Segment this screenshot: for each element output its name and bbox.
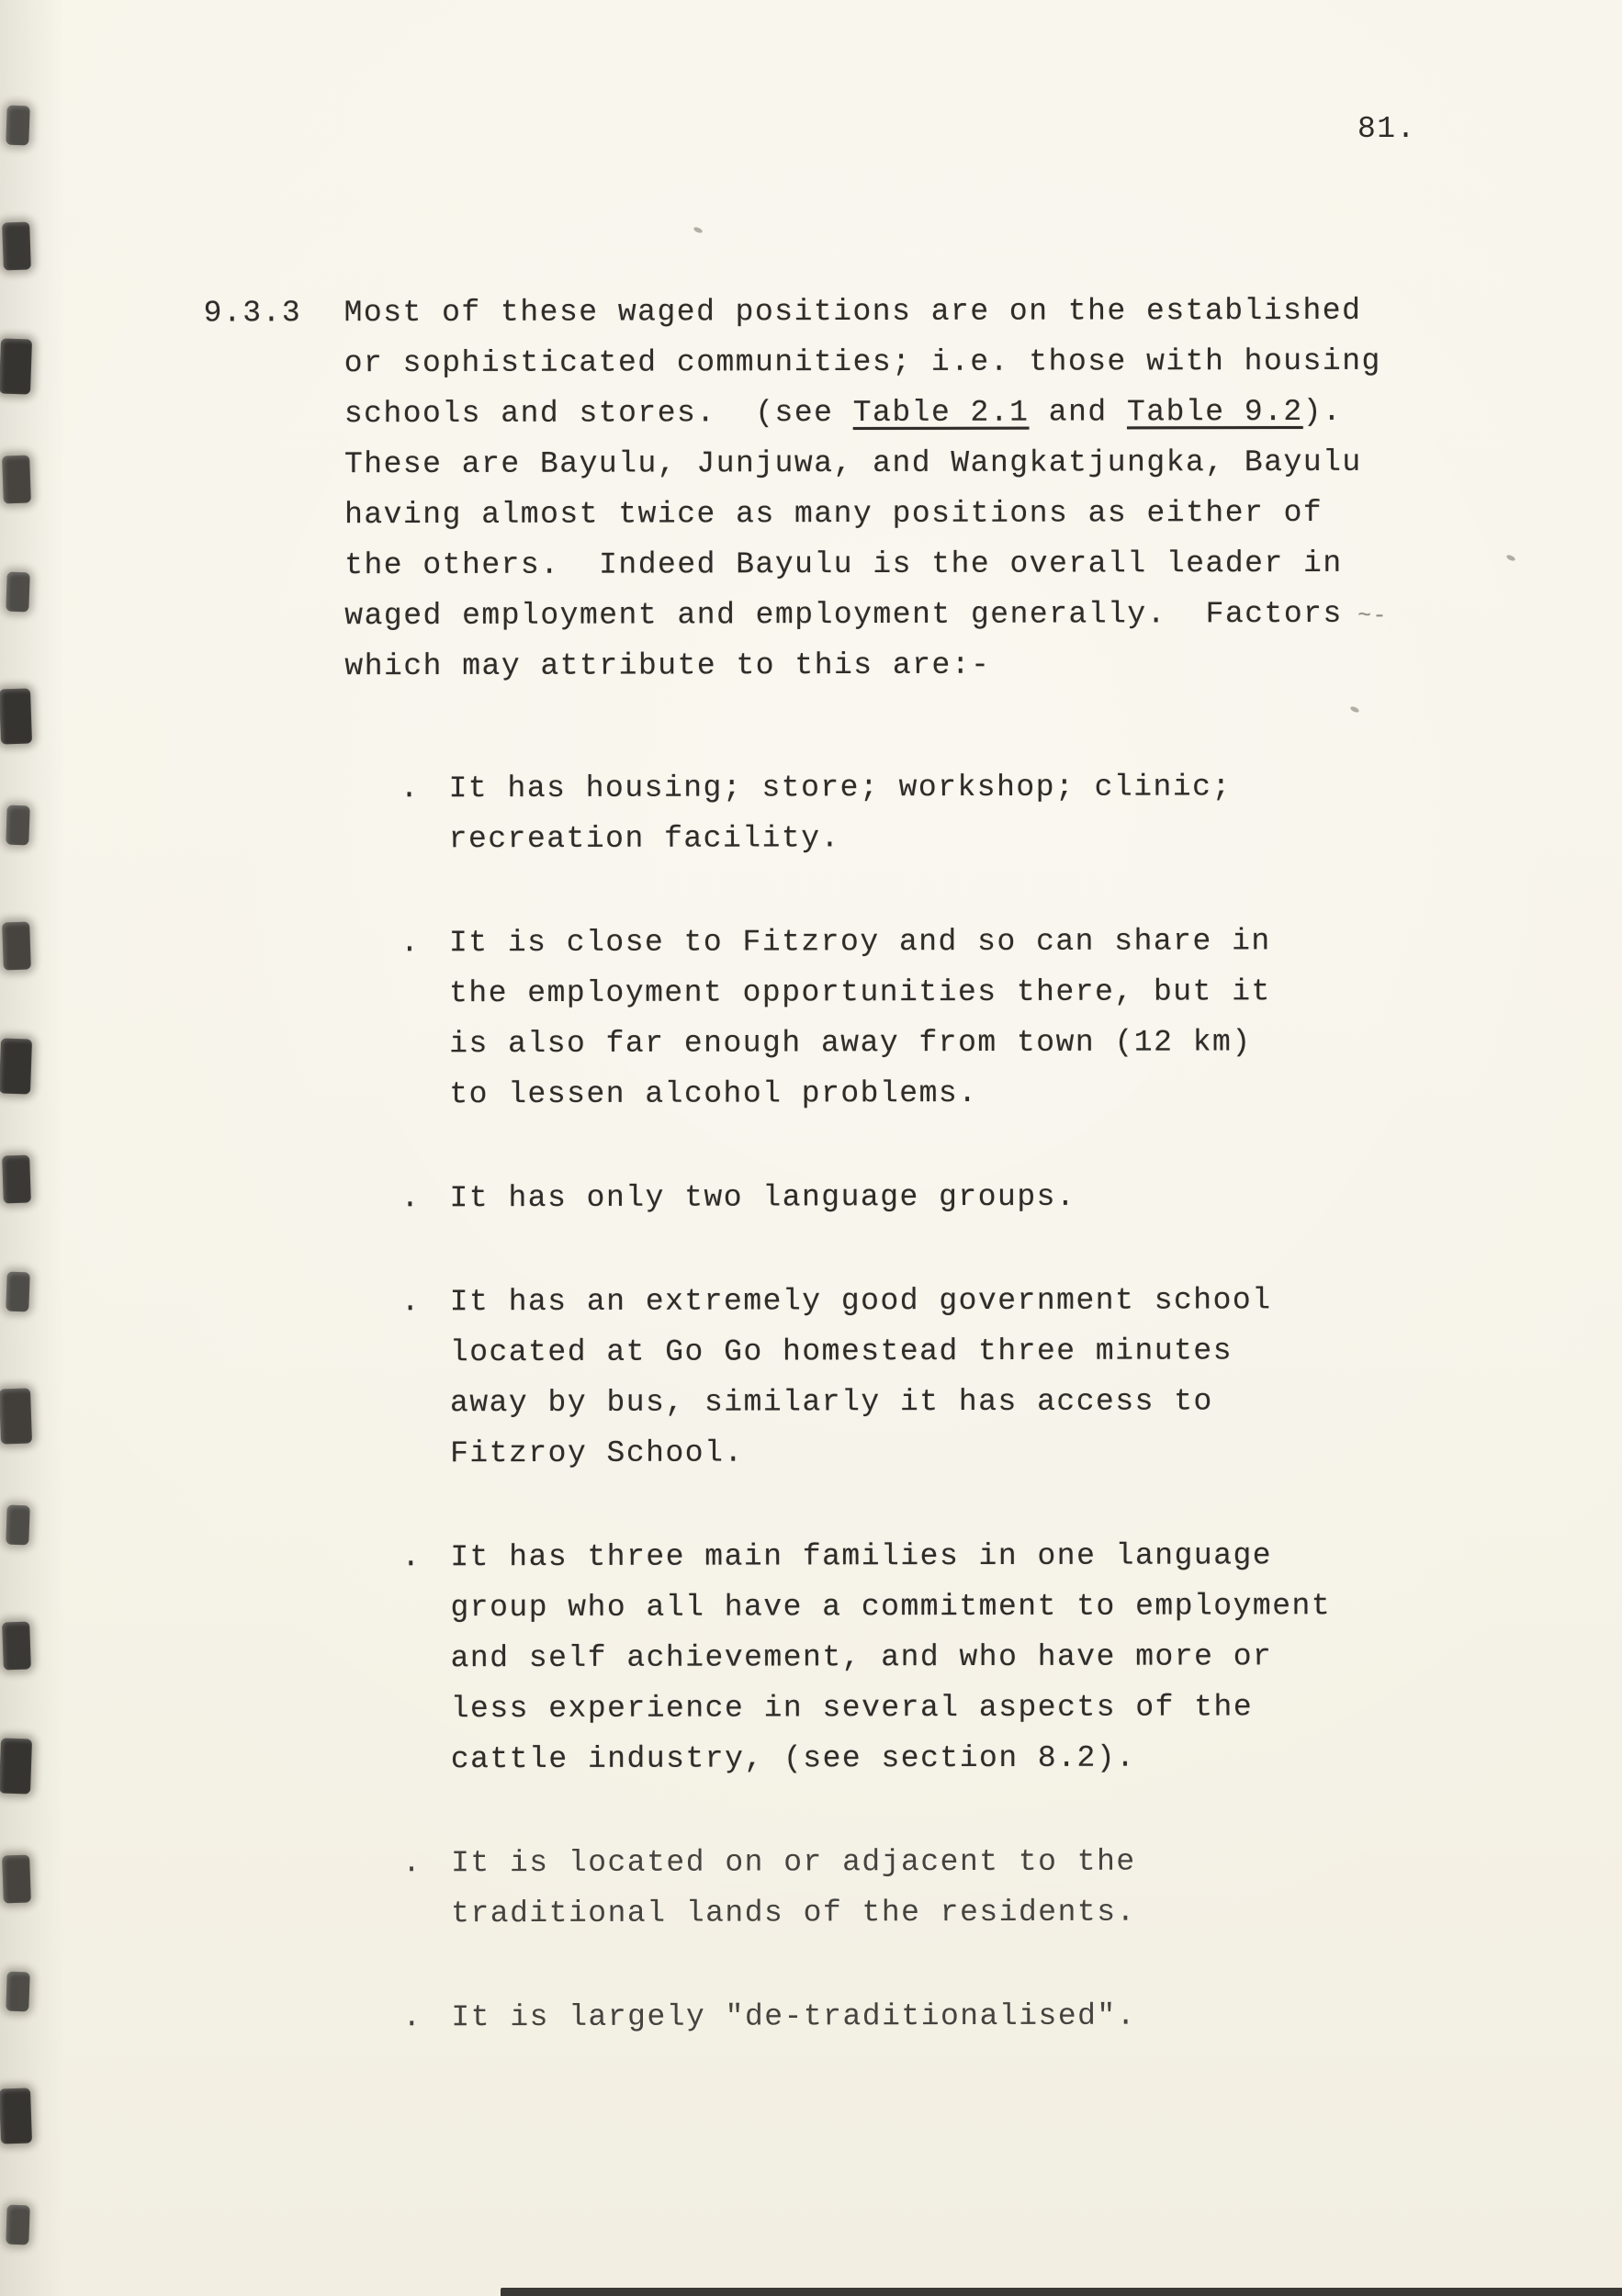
binding-mark [0,1388,32,1444]
binding-mark [0,1738,32,1794]
paragraph-line: waged employment and employment generally. Factors ~- [344,596,1388,634]
bullet-line: It has an extremely good government school [449,1283,1272,1320]
section-row [204,286,1509,692]
bullet-line: to lessen alcohol problems. [449,1075,978,1112]
bullet-marker: . [400,1285,422,1320]
binding-mark [2,1621,31,1670]
bullet-body [451,1990,1550,2043]
scan-speck [1349,705,1359,714]
bullet-line: It is largely "de-traditionalised". [451,1998,1137,2035]
paragraph-line: which may attribute to this are:- [344,647,991,684]
binding-mark [6,1505,29,1546]
bullet-marker: . [402,1846,422,1881]
bullet-item [401,1275,1549,1480]
paragraph-line: Most of these waged positions are on the established [344,293,1362,331]
bullet-item [402,1990,1550,2043]
section-block [204,286,1509,692]
paragraph-line: These are Bayulu, Junjuwa, and Wangkatjungka, Bayulu [344,445,1362,482]
bullet-line: cattle industry, (see section 8.2). [450,1740,1136,1777]
bullet-line: It is located on or adjacent to the [451,1844,1136,1881]
bullet-line: and self achievement, and who have more or [450,1639,1273,1676]
scan-mark: ~- [1342,602,1388,629]
bullet-item [400,916,1549,1120]
paragraph-line: the others. Indeed Bayulu is the overall leader in [344,546,1343,583]
table-reference: Table 2.1 [852,395,1030,431]
bullet-line: It has housing; store; workshop; clinic; [448,770,1232,806]
bullet-marker: . [401,1540,422,1575]
bullet-line: recreation facility. [448,821,840,857]
bullet-line: less experience in several aspects of the [450,1690,1254,1727]
binding-mark [0,688,32,744]
bullet-line: traditional lands of the residents. [451,1895,1136,1931]
binding-mark [2,921,31,970]
bullet-line: Fitzroy School. [450,1435,744,1471]
bullet-body [449,916,1549,1120]
paragraph-line: having almost twice as many positions as either of [344,495,1324,533]
page-number: 81. [1357,112,1416,146]
scan-speck [693,226,703,234]
bullet-line: group who all have a commitment to employment [450,1589,1332,1626]
binding-mark [0,1038,32,1094]
table-reference: Table 9.2 [1126,394,1303,430]
bullet-item [401,1530,1550,1785]
bullet-line: It has only two language groups. [449,1179,1076,1216]
binding-mark [2,221,31,270]
bullet-line: away by bus, similarly it has access to [449,1384,1213,1421]
paragraph-line: or sophisticated communities; i.e. those with housing [344,343,1381,381]
bullet-body [449,761,1549,865]
paragraph-line: schools and stores. (see Table 2.1 and Table 9.2). [344,394,1343,432]
binding-mark [6,805,29,846]
bullet-body [451,1836,1550,1940]
binding-mark [6,2205,29,2245]
bullet-body [450,1530,1550,1785]
paragraph [344,286,1509,692]
bullet-item [400,761,1549,865]
binding-mark [2,1154,31,1203]
bullet-line: is also far enough away from town (12 km) [449,1025,1252,1062]
bullet-body [450,1275,1549,1480]
binding-mark [6,1972,29,2012]
section-number: 9.3.3 [203,296,302,331]
binding-mark [6,1272,29,1312]
binding-mark [2,1854,31,1903]
binding-mark [0,338,32,394]
bottom-scan-edge [501,2288,1622,2296]
bullet-item [402,1836,1550,1940]
bullet-list [400,761,1551,2043]
bullet-line: located at Go Go homestead three minutes [449,1334,1233,1370]
binding-mark [2,455,31,503]
bullet-line: It is close to Fitzroy and so can share in [448,924,1271,961]
binding-mark [6,106,29,146]
bullet-marker: . [400,1181,421,1216]
binding-mark [6,572,29,613]
bullet-marker: . [400,926,421,961]
bullet-marker: . [402,2000,422,2035]
bullet-line: It has three main families in one language [450,1538,1273,1575]
binding-mark [0,2088,32,2144]
binding-strip [0,0,55,2296]
bullet-item [400,1171,1549,1224]
bullet-line: the employment opportunities there, but it [449,974,1271,1011]
bullet-body [449,1171,1549,1224]
bullet-marker: . [400,771,420,806]
